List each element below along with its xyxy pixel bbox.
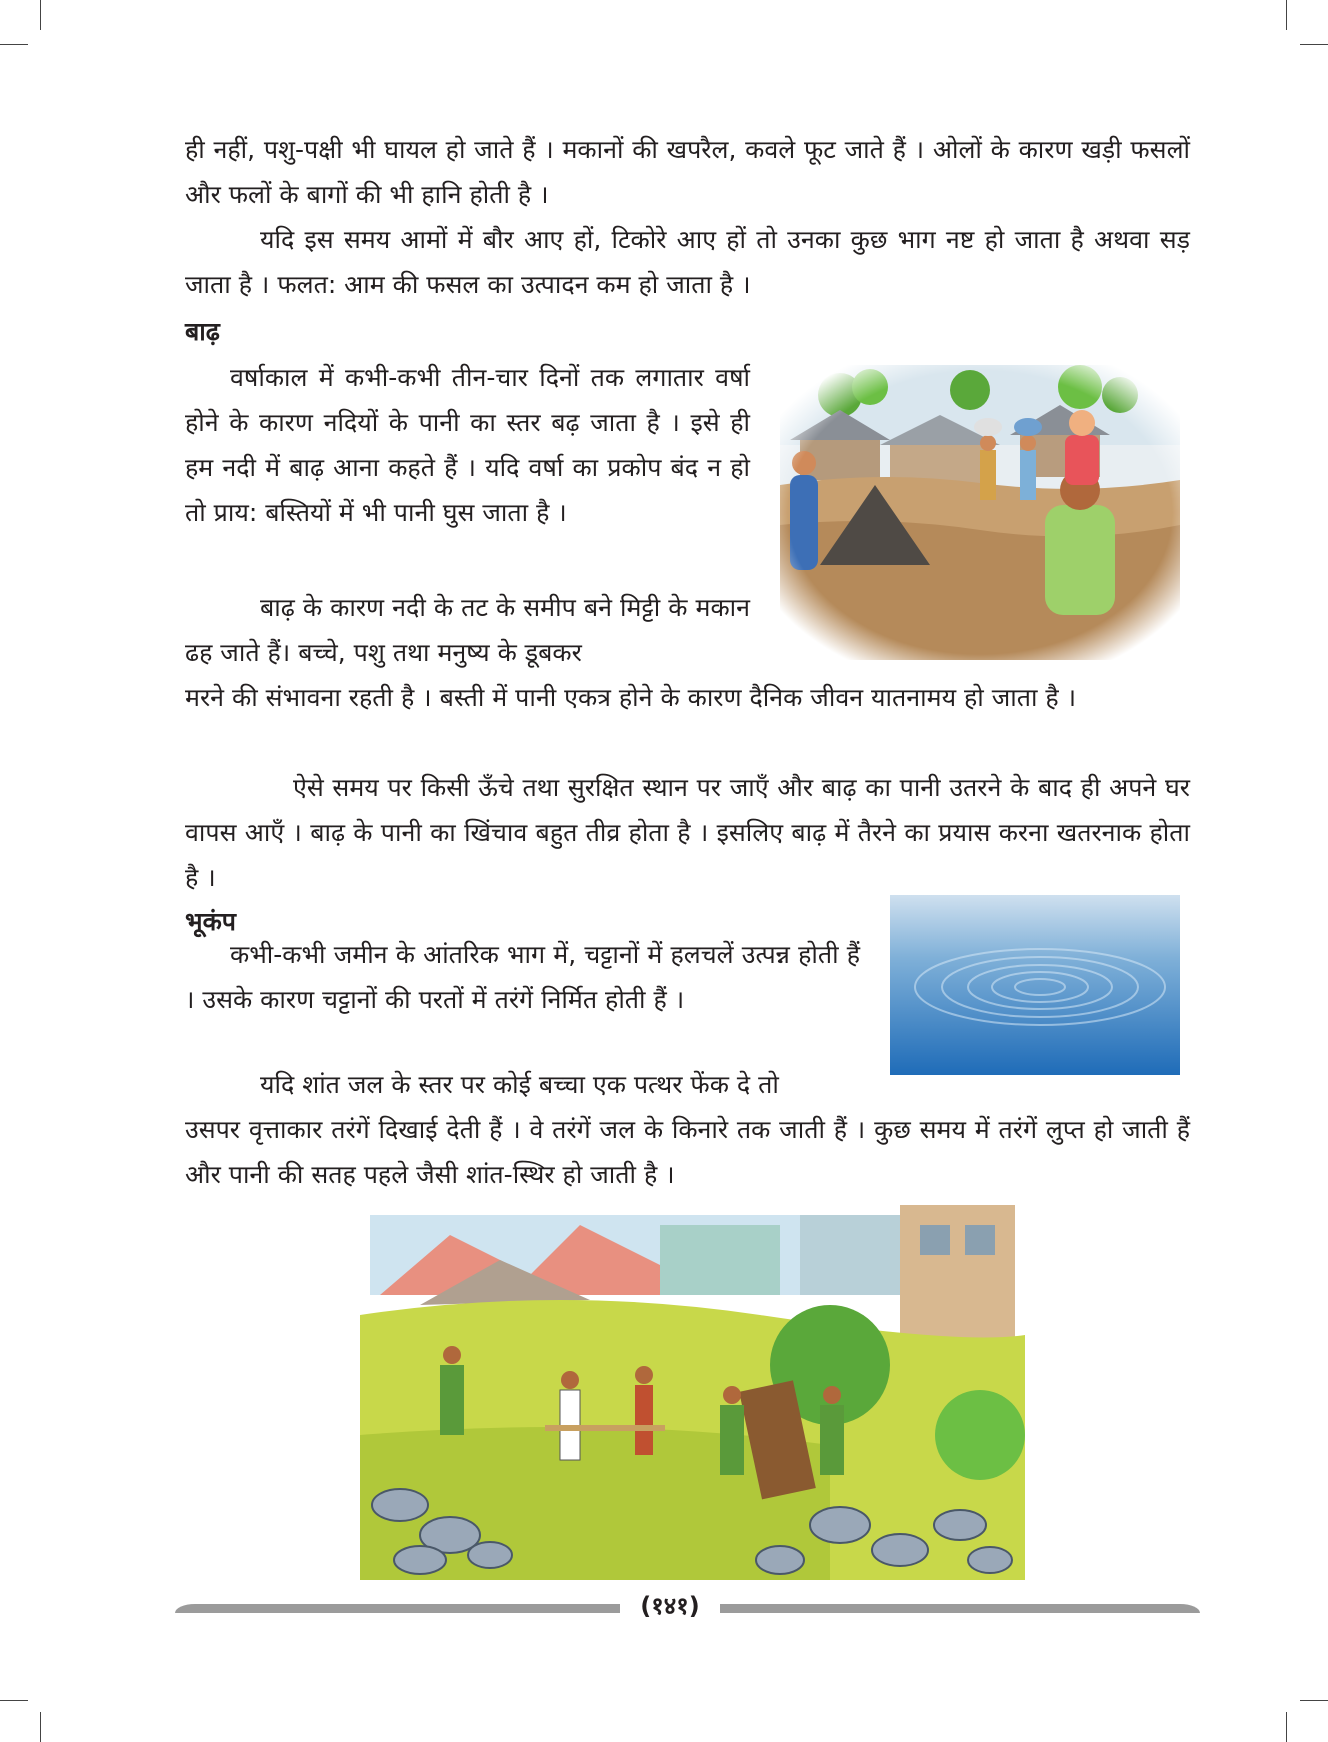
paragraph-flood-safety: ऐसे समय पर किसी ऊँचे तथा सुरक्षित स्थान पर जाएँ और बाढ़ का पानी उतरने के बाद ही अपने घर वापस आएँ । बाढ़ के पानी का खिंचाव बहुत तीव्र होता है । इसलिए बाढ़ में तैरने का प्रयास करना खतरनाक होता है ।: [185, 773, 1190, 892]
footer-bar-right: [720, 1604, 1200, 1613]
water-ripple-photo: [890, 895, 1180, 1075]
crop-mark: [1300, 1700, 1328, 1701]
paragraph-flood-effects-a: बाढ़ के कारण नदी के तट के समीप बने मिट्टी के मकान ढह जाते हैं। बच्चे, पशु तथा मनुष्य के डूबकर: [185, 593, 750, 667]
footer-bar-left: [175, 1604, 620, 1613]
crop-mark: [0, 1700, 28, 1701]
paragraph-hail-damage: ही नहीं, पशु-पक्षी भी घायल हो जाते हैं । मकानों की खपरैल, कवले फूट जाते हैं । ओलों के कारण खड़ी फसलों और फलों के बागों की भी हानि होती है ।: [185, 135, 1190, 209]
heading-flood: बाढ़: [185, 317, 220, 346]
paragraph-mango-damage: यदि इस समय आमों में बौर आए हों, टिकोरे आए हों तो उनका कुछ भाग नष्ट हो जाता है अथवा सड़ जाता है । फलत: आम की फसल का उत्पादन कम हो जाता है ।: [185, 225, 1190, 299]
paragraph-flood-intro: वर्षाकाल में कभी-कभी तीन-चार दिनों तक लगातार वर्षा होने के कारण नदियों के पानी का स्तर बढ़ जाता है । इसे ही हम नदी में बाढ़ आना कहते हैं । यदि वर्षा का प्रकोप बंद न हो तो प्राय: बस्तियों में भी पानी घुस जाता है ।: [185, 363, 750, 527]
paragraph-stone-ripple-a: यदि शांत जल के स्तर पर कोई बच्चा एक पत्थर फेंक दे तो: [260, 1070, 779, 1099]
crop-mark: [1286, 1712, 1287, 1742]
page-number: (१४१): [640, 1592, 700, 1620]
crop-mark: [40, 0, 41, 30]
paragraph-flood-effects-b: मरने की संभावना रहती है । बस्ती में पानी एकत्र होने के कारण दैनिक जीवन यातनामय हो जाता है ।: [185, 683, 1077, 712]
crop-mark: [1300, 44, 1328, 45]
paragraph-earthquake-intro: कभी-कभी जमीन के आंतरिक भाग में, चट्टानों में हलचलें उत्पन्न होती हैं । उसके कारण चट्टानों की परतों में तरंगें निर्मित होती हैं ।: [185, 940, 860, 1014]
heading-earthquake: भूकंप: [185, 907, 236, 936]
crop-mark: [0, 44, 28, 45]
paragraph-stone-ripple-b: उसपर वृत्ताकार तरंगें दिखाई देती हैं । वे तरंगें जल के किनारे तक जाती हैं । कुछ समय में तरंगें लुप्त हो जाती हैं और पानी की सतह पहले जैसी शांत-स्थिर हो जाती है ।: [185, 1115, 1190, 1189]
earthquake-illustration: [360, 1205, 1025, 1580]
crop-mark: [40, 1712, 41, 1742]
crop-mark: [1286, 0, 1287, 30]
flood-illustration: [780, 365, 1180, 660]
